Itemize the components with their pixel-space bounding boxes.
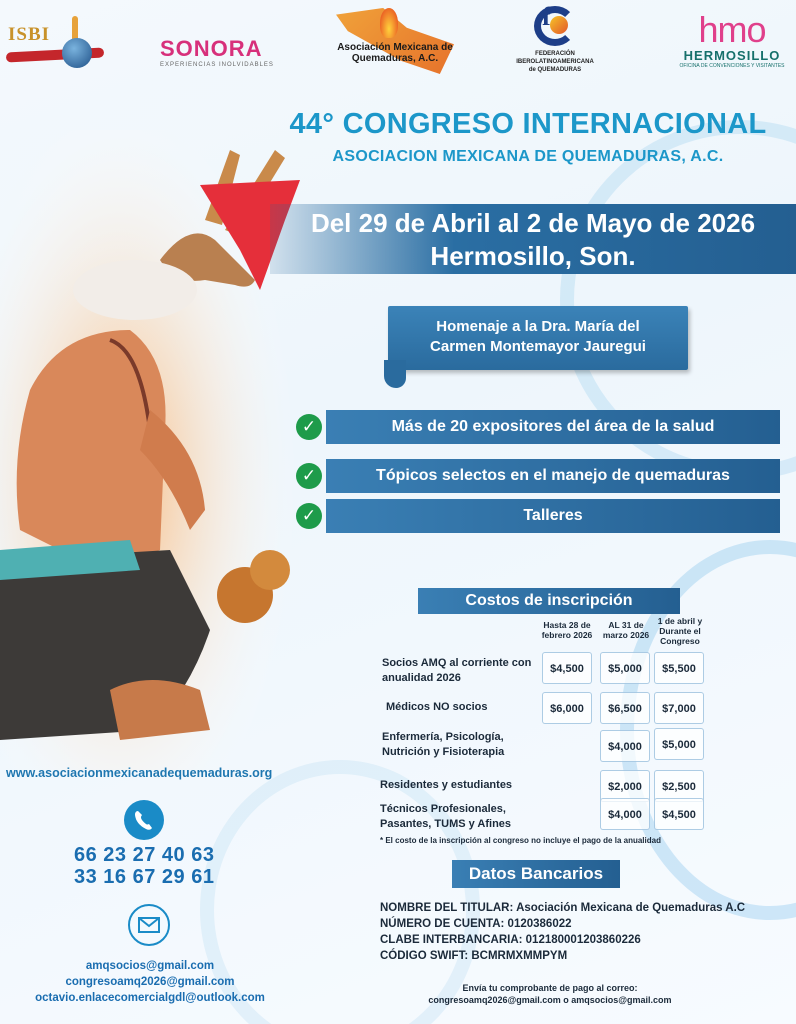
fiq-logo-line: IBEROLATINOAMERICANA: [516, 59, 594, 65]
cost-note: * El costo de la inscripción al congreso no incluye el pago de la anualidad: [380, 836, 661, 845]
email-link[interactable]: congresoamq2026@gmail.com: [65, 976, 235, 988]
homenaje-line: Homenaje a la Dra. María del: [436, 318, 640, 335]
congress-title: 44° CONGRESO INTERNACIONAL: [289, 108, 767, 140]
cost-column-header: 1 de abril y Durante el Congreso: [657, 616, 703, 646]
check-icon: ✓: [296, 463, 322, 489]
isbi-logo-text: ISBI: [8, 24, 51, 45]
cost-cell: $2,000: [600, 770, 650, 802]
email-link[interactable]: octavio.enlacecomercialgdl@outlook.com: [35, 992, 265, 1004]
cost-cell: $4,000: [600, 798, 650, 830]
event-dates: Del 29 de Abril al 2 de Mayo de 2026: [310, 208, 756, 238]
phone-number[interactable]: 33 16 67 29 61: [74, 866, 215, 888]
date-banner: [270, 204, 796, 274]
cost-cell: $4,000: [600, 730, 650, 762]
cost-row-label: Socios AMQ al corriente con anualidad 2026: [382, 657, 532, 684]
hmo-logo-subtitle: OFICINA DE CONVENCIONES Y VISITANTES: [679, 63, 785, 69]
costs-title: Costos de inscripción: [418, 588, 680, 614]
mail-icon: [128, 904, 170, 946]
cost-cell: $4,500: [542, 652, 592, 684]
fiq-logo: f FEDERACIÓN IBEROLATINOAMERICANA de QUEMADURAS: [500, 2, 610, 90]
highlight-text: Tópicos selectos en el manejo de quemaduras: [326, 459, 780, 493]
hmo-logo-city: HERMOSILLO: [683, 48, 781, 63]
event-place: Hermosillo, Son.: [430, 241, 636, 271]
bank-account: NÚMERO DE CUENTA: 0120386022: [380, 918, 572, 930]
phone-number[interactable]: 66 23 27 40 63: [74, 844, 215, 866]
cost-cell: $5,000: [600, 652, 650, 684]
bank-swift: CÓDIGO SWIFT: BCMRMXMMPYM: [380, 950, 568, 962]
highlight-item: [296, 410, 780, 444]
amq-logo-text: Asociación Mexicana de Quemaduras, A.C.: [337, 42, 453, 64]
highlight-item: [296, 459, 780, 493]
cost-row-label: Enfermería, Psicología, Nutrición y Fisioterapia: [382, 731, 505, 758]
cost-cell: $5,500: [654, 652, 704, 684]
cost-row-label: Médicos NO socios: [386, 701, 488, 713]
bank-footer: [400, 982, 700, 1006]
check-icon: ✓: [296, 414, 322, 440]
email-link[interactable]: amqsocios@gmail.com: [85, 960, 215, 972]
check-icon: ✓: [296, 503, 322, 529]
congress-subtitle: ASOCIACION MEXICANA DE QUEMADURAS, A.C.: [332, 148, 724, 165]
homenaje-ribbon: [388, 306, 688, 370]
website-link[interactable]: www.asociacionmexicanadequemaduras.org: [6, 766, 273, 780]
phone-icon: [124, 800, 164, 840]
bank-footer-line: Envía tu comprobante de pago al correo:: [462, 983, 638, 993]
bank-titular: NOMBRE DEL TITULAR: Asociación Mexicana de Quemaduras A.C: [380, 902, 746, 914]
deer-dancer-illustration: [0, 130, 300, 770]
bank-footer-line: congresoamq2026@gmail.com o amqsocios@gmail.com: [428, 995, 672, 1005]
fiq-logo-line: de QUEMADURAS: [528, 67, 582, 73]
cost-cell: $4,500: [654, 798, 704, 830]
sonora-logo: [160, 36, 274, 68]
cost-column-header: Hasta 28 de febrero 2026: [541, 620, 593, 640]
isbi-logo: [6, 12, 106, 72]
cost-column-header: AL 31 de marzo 2026: [602, 620, 650, 640]
highlight-text: Talleres: [326, 499, 780, 533]
sonora-logo-subtitle: EXPERIENCIAS INOLVIDABLES: [160, 62, 274, 68]
highlight-item: [296, 499, 780, 533]
homenaje-line: Carmen Montemayor Jauregui: [430, 338, 646, 355]
amq-logo: [332, 2, 456, 82]
sonora-logo-text: SONORA: [160, 36, 263, 61]
bank-clabe: CLABE INTERBANCARIA: 012180001203860226: [380, 934, 641, 946]
bank-title: Datos Bancarios: [452, 860, 620, 888]
cost-cell: $6,500: [600, 692, 650, 724]
cost-cell: $2,500: [654, 770, 704, 802]
ribbon-curl-decoration: [384, 360, 406, 388]
hmo-logo-text: hmo: [698, 9, 766, 50]
hmo-logo: [678, 9, 786, 69]
cost-cell: $6,000: [542, 692, 592, 724]
fiq-logo-line: FEDERACIÓN: [535, 51, 575, 57]
highlight-text: Más de 20 expositores del área de la salud: [326, 410, 780, 444]
cost-cell: $5,000: [654, 728, 704, 760]
cost-row-label: Residentes y estudiantes: [380, 779, 513, 791]
cost-cell: $7,000: [654, 692, 704, 724]
cost-row-label: Técnicos Profesionales, Pasantes, TUMS y Afines: [380, 803, 512, 830]
